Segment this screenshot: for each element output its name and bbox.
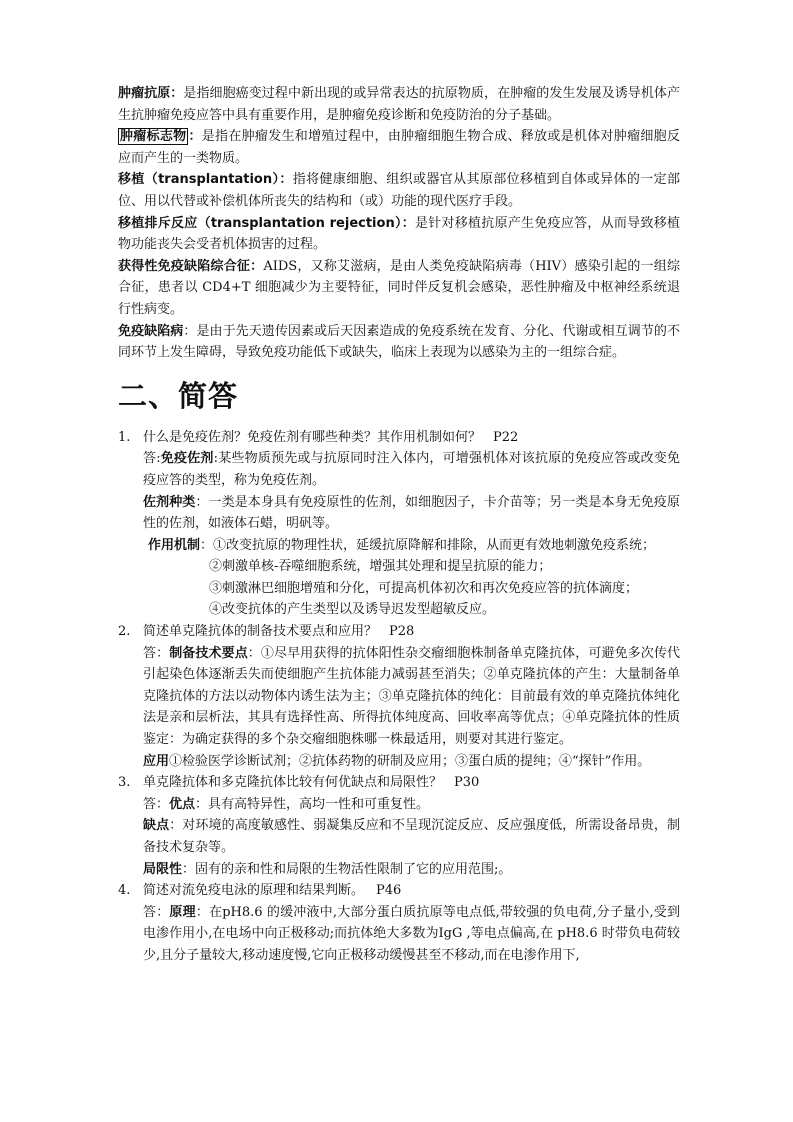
question-number: 4. <box>118 883 131 899</box>
page-reference: P28 <box>389 624 415 640</box>
definition-tumor-antigen <box>118 83 680 126</box>
answer-text: ：一类是本身具有免疫原性的佐剂，如细胞因子，卡介苗等；另一类是本身无免疫原性的佐剂，如液体石蜡，明矾等。 <box>143 494 680 532</box>
answer-label: 制备技术要点 <box>169 645 248 661</box>
definition-separator: ： <box>183 323 197 339</box>
definition-tumor-marker <box>118 126 680 169</box>
answer-term: 免疫佐剂 <box>160 451 214 467</box>
answer-text: ：固有的亲和性和局限的生物活性限制了它的应用范围;。 <box>182 861 512 877</box>
answer-1-mechanism <box>118 535 680 557</box>
question-2 <box>118 621 680 643</box>
answer-label: 作用机制 <box>148 537 201 553</box>
question-text: 简述单克隆抗体的制备技术要点和应用？ <box>143 624 378 640</box>
definition-separator: ： <box>250 258 264 274</box>
definition-separator: ： <box>188 129 202 145</box>
mechanism-item: ④改变抗体的产生类型以及诱导迟发型超敏反应。 <box>209 602 496 618</box>
answer-prefix: 答： <box>143 645 170 661</box>
definition-text: 是由于先天遗传因素或后天因素造成的免疫系统在发育、分化、代谢或相互调节的不同环节上发生障碍，导致免疫功能低下或缺失，临床上表现为以感染为主的一组综合症。 <box>118 323 680 361</box>
answer-text: ：具有高特异性，高均一性和可重复性。 <box>195 796 430 812</box>
answer-label: 原理 <box>169 904 196 920</box>
answer-3-advantages <box>118 794 680 816</box>
answer-prefix: 答： <box>143 904 170 920</box>
question-text: 简述对流免疫电泳的原理和结果判断。 <box>143 883 365 899</box>
definition-transplantation <box>118 169 680 212</box>
mechanism-item: ②刺激单核-吞噬细胞系统，增强其处理和提呈抗原的能力； <box>209 559 552 575</box>
question-3 <box>118 772 680 794</box>
answer-label: 应用 <box>143 753 170 769</box>
definition-separator: ： <box>401 215 415 231</box>
definition-text: AIDS，又称艾滋病，是由人类免疫缺陷病毒（HIV）感染引起的一组综合征，患者以 CD4+T 细胞减少为主要特征，同时伴反复机会感染，恶性肿瘤及中枢神经系统退行性病变。 <box>118 258 680 317</box>
answer-1-definition <box>118 448 680 491</box>
definition-term: 移植（transplantation） <box>118 172 280 188</box>
definition-term: 免疫缺陷病 <box>118 323 184 339</box>
answer-text: ：对环境的高度敏感性、弱凝集反应和不呈现沉淀反应、反应强度低，所需设备昂贵，制备技术复杂等。 <box>143 818 680 855</box>
definition-term: 移植排斥反应（transplantation rejection） <box>118 215 402 231</box>
definition-term: 获得性免疫缺陷综合征 <box>118 258 251 274</box>
definition-text: 指将健康细胞、组织或器官从其原部位移植到自体或异体的一定部位、用以代替或补偿机体所丧失的结构和（或）功能的现代医疗手段。 <box>118 172 680 209</box>
definition-aids <box>118 256 680 321</box>
page-reference: P46 <box>376 883 402 899</box>
answer-text: ：①改变抗原的物理性状，延缓抗原降解和排除，从而更有效地刺激免疫系统； <box>200 537 656 553</box>
question-4 <box>118 880 680 902</box>
definition-text: 是指细胞癌变过程中新出现的或异常表达的抗原物质，在肿瘤的发生发展及诱导机体产生抗肿瘤免疫应答中具有重要作用，是肿瘤免疫诊断和免疫防治的分子基础。 <box>118 86 680 123</box>
document-page <box>118 83 680 967</box>
answer-label: 局限性 <box>143 861 183 877</box>
answer-prefix: 答: <box>143 451 161 467</box>
question-number: 3. <box>118 775 131 791</box>
answer-label: 优点 <box>169 796 196 812</box>
question-number: 1. <box>118 429 131 445</box>
definition-term: 肿瘤抗原 <box>118 86 171 101</box>
page-reference: P30 <box>454 775 480 791</box>
question-1 <box>118 427 680 449</box>
definition-separator: ： <box>279 172 293 188</box>
page-reference: P22 <box>493 429 519 445</box>
answer-text: ：在pH8.6 的缓冲液中,大部分蛋白质抗原等电点低,带较强的负电荷,分子量小,受到电渗作用小,在电场中向正极移动;而抗体绝大多数为IgG ,等电点偏高,在 pH8.6 时带负电荷较少,且分子量较大,移动速度慢,它向正极移动缓慢甚至不移动,而在电渗作用下, <box>143 904 680 963</box>
answer-text: :某些物质预先或与抗原同时注入体内，可增强机体对该抗原的免疫应答或改变免疫应答的类型，称为免疫佐剂。 <box>143 451 680 488</box>
question-text: 单克隆抗体和多克隆抗体比较有何优缺点和局限性？ <box>143 775 443 791</box>
definition-text: 是指在肿瘤发生和增殖过程中，由肿瘤细胞生物合成、释放或是机体对肿瘤细胞反应而产生的一类物质。 <box>118 129 680 166</box>
answer-text: ：①尽早用获得的抗体阳性杂交瘤细胞株制备单克隆抗体，可避免多次传代引起染色体逐渐丢失而使细胞产生抗体能力减弱甚至消失；②单克隆抗体的产生：大量制备单克隆抗体的方法以动物体内诱生法为主；③单克隆抗体的纯化：目前最有效的单克隆抗体纯化法是亲和层析法，其具有选择性高、所得抗体纯度高、回收率高等优点；④单克隆抗体的性质鉴定：为确定获得的多个杂交瘤细胞株哪一株最适用，则要对其进行鉴定。 <box>143 645 680 748</box>
question-number: 2. <box>118 624 131 640</box>
answer-2-application <box>118 751 680 773</box>
answer-4-principle <box>118 902 680 967</box>
definition-text: 是针对移植抗原产生免疫应答，从而导致移植物功能丧失会受者机体损害的过程。 <box>118 215 680 253</box>
section-heading: 二、简答 <box>118 378 239 413</box>
answer-text: ①检验医学诊断试剂；②抗体药物的研制及应用；③蛋白质的提纯；④“探针”作用。 <box>169 753 651 769</box>
answer-3-disadvantages <box>118 815 680 858</box>
mechanism-item: ③刺激淋巴细胞增殖和分化，可提高机体初次和再次免疫应答的抗体滴度； <box>209 580 639 596</box>
definition-term: 肿瘤标志物 <box>120 129 187 145</box>
answer-prefix: 答： <box>143 796 170 812</box>
answer-2-technique <box>118 643 680 751</box>
question-text: 什么是免疫佐剂？免疫佐剂有哪些种类？其作用机制如何？ <box>143 429 482 445</box>
answer-1-kinds <box>118 492 680 535</box>
answer-label: 缺点 <box>143 818 170 834</box>
definition-immunodeficiency <box>118 321 680 364</box>
definition-separator: ： <box>170 86 184 101</box>
answer-3-limitations <box>118 859 680 881</box>
definition-transplant-rejection <box>118 213 680 256</box>
answer-label: 佐剂种类 <box>143 494 196 510</box>
